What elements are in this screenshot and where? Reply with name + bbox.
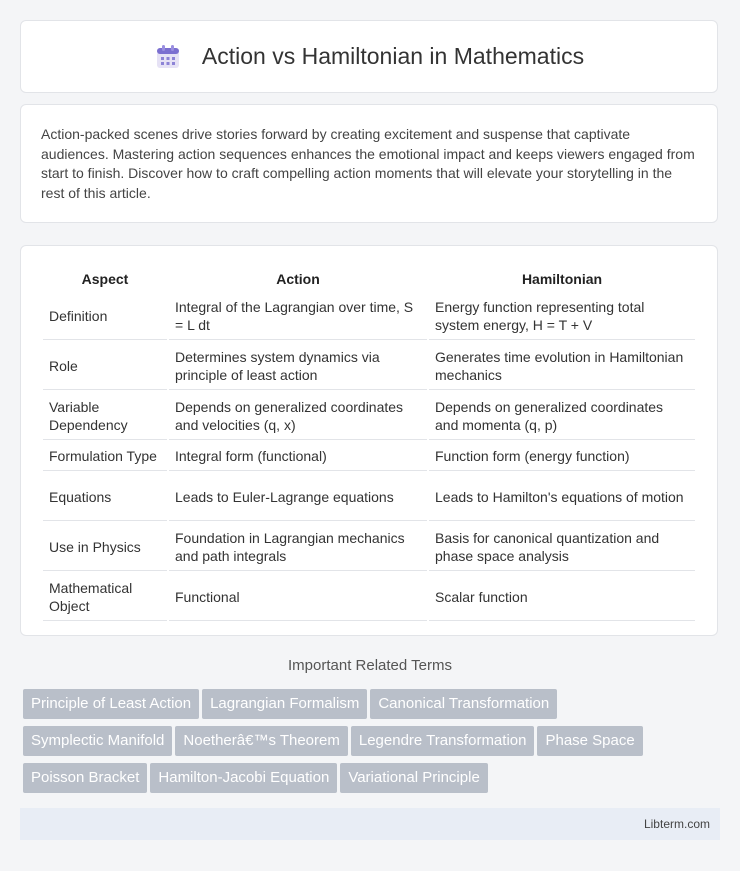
cell-hamiltonian: Leads to Hamilton's equations of motion — [429, 473, 695, 521]
table-row — [43, 292, 695, 340]
header-action: Action — [276, 271, 320, 287]
footer-site-link[interactable]: Libterm.com — [643, 817, 710, 831]
header-hamiltonian: Hamiltonian — [521, 271, 603, 287]
related-terms-list — [23, 689, 723, 800]
table-row — [43, 473, 695, 521]
cell-hamiltonian: Scalar function — [429, 573, 695, 621]
term-tag[interactable]: Variational Principle — [340, 763, 487, 793]
term-tag[interactable]: Hamilton-Jacobi Equation — [150, 763, 337, 793]
cell-hamiltonian: Function form (energy function) — [429, 442, 695, 471]
cell-aspect: Variable Dependency — [43, 392, 167, 440]
cell-action: Foundation in Lagrangian mechanics and path integrals — [169, 523, 427, 571]
footer — [20, 808, 720, 840]
cell-action: Functional — [169, 573, 427, 621]
calendar-icon — [154, 43, 182, 71]
term-tag[interactable]: Noetherâ€™s Theorem — [175, 726, 347, 756]
table-row — [43, 523, 695, 571]
term-tag[interactable]: Canonical Transformation — [370, 689, 557, 719]
cell-aspect: Definition — [43, 292, 167, 340]
cell-action: Depends on generalized coordinates and velocities (q, x) — [169, 392, 427, 440]
related-terms-title: Important Related Terms — [288, 657, 452, 674]
intro-text: Action-packed scenes drive stories forward by creating excitement and suspense that captivate audiences. Mastering action sequences enhances the emotional impact and keeps viewers engaged from start to finish. Discover how to craft compelling action moments that will elevate your storytelling in the rest of this article. — [41, 126, 695, 201]
intro-card — [20, 104, 718, 223]
cell-aspect: Formulation Type — [43, 442, 167, 471]
term-tag[interactable]: Symplectic Manifold — [23, 726, 172, 756]
table-row — [43, 442, 695, 471]
cell-action: Integral form (functional) — [169, 442, 427, 471]
term-tag[interactable]: Principle of Least Action — [23, 689, 199, 719]
cell-aspect: Use in Physics — [43, 523, 167, 571]
page-title: Action vs Hamiltonian in Mathematics — [201, 43, 585, 69]
term-tag[interactable]: Lagrangian Formalism — [202, 689, 367, 719]
cell-aspect: Equations — [43, 473, 167, 521]
term-tag[interactable]: Legendre Transformation — [351, 726, 535, 756]
header-card — [20, 20, 718, 93]
term-tag[interactable]: Phase Space — [537, 726, 642, 756]
cell-hamiltonian: Depends on generalized coordinates and momenta (q, p) — [429, 392, 695, 440]
table-row — [43, 342, 695, 390]
cell-aspect: Mathematical Object — [43, 573, 167, 621]
table-row — [43, 392, 695, 440]
cell-action: Integral of the Lagrangian over time, S = L dt — [169, 292, 427, 340]
cell-action: Determines system dynamics via principle of least action — [169, 342, 427, 390]
comparison-card — [20, 245, 718, 636]
table-header-row — [43, 268, 695, 290]
comparison-table — [41, 266, 697, 623]
cell-action: Leads to Euler-Lagrange equations — [169, 473, 427, 521]
table-row — [43, 573, 695, 621]
header-aspect: Aspect — [81, 271, 129, 287]
cell-hamiltonian: Energy function representing total system energy, H = T + V — [429, 292, 695, 340]
cell-aspect: Role — [43, 342, 167, 390]
term-tag[interactable]: Poisson Bracket — [23, 763, 147, 793]
cell-hamiltonian: Generates time evolution in Hamiltonian mechanics — [429, 342, 695, 390]
cell-hamiltonian: Basis for canonical quantization and phase space analysis — [429, 523, 695, 571]
